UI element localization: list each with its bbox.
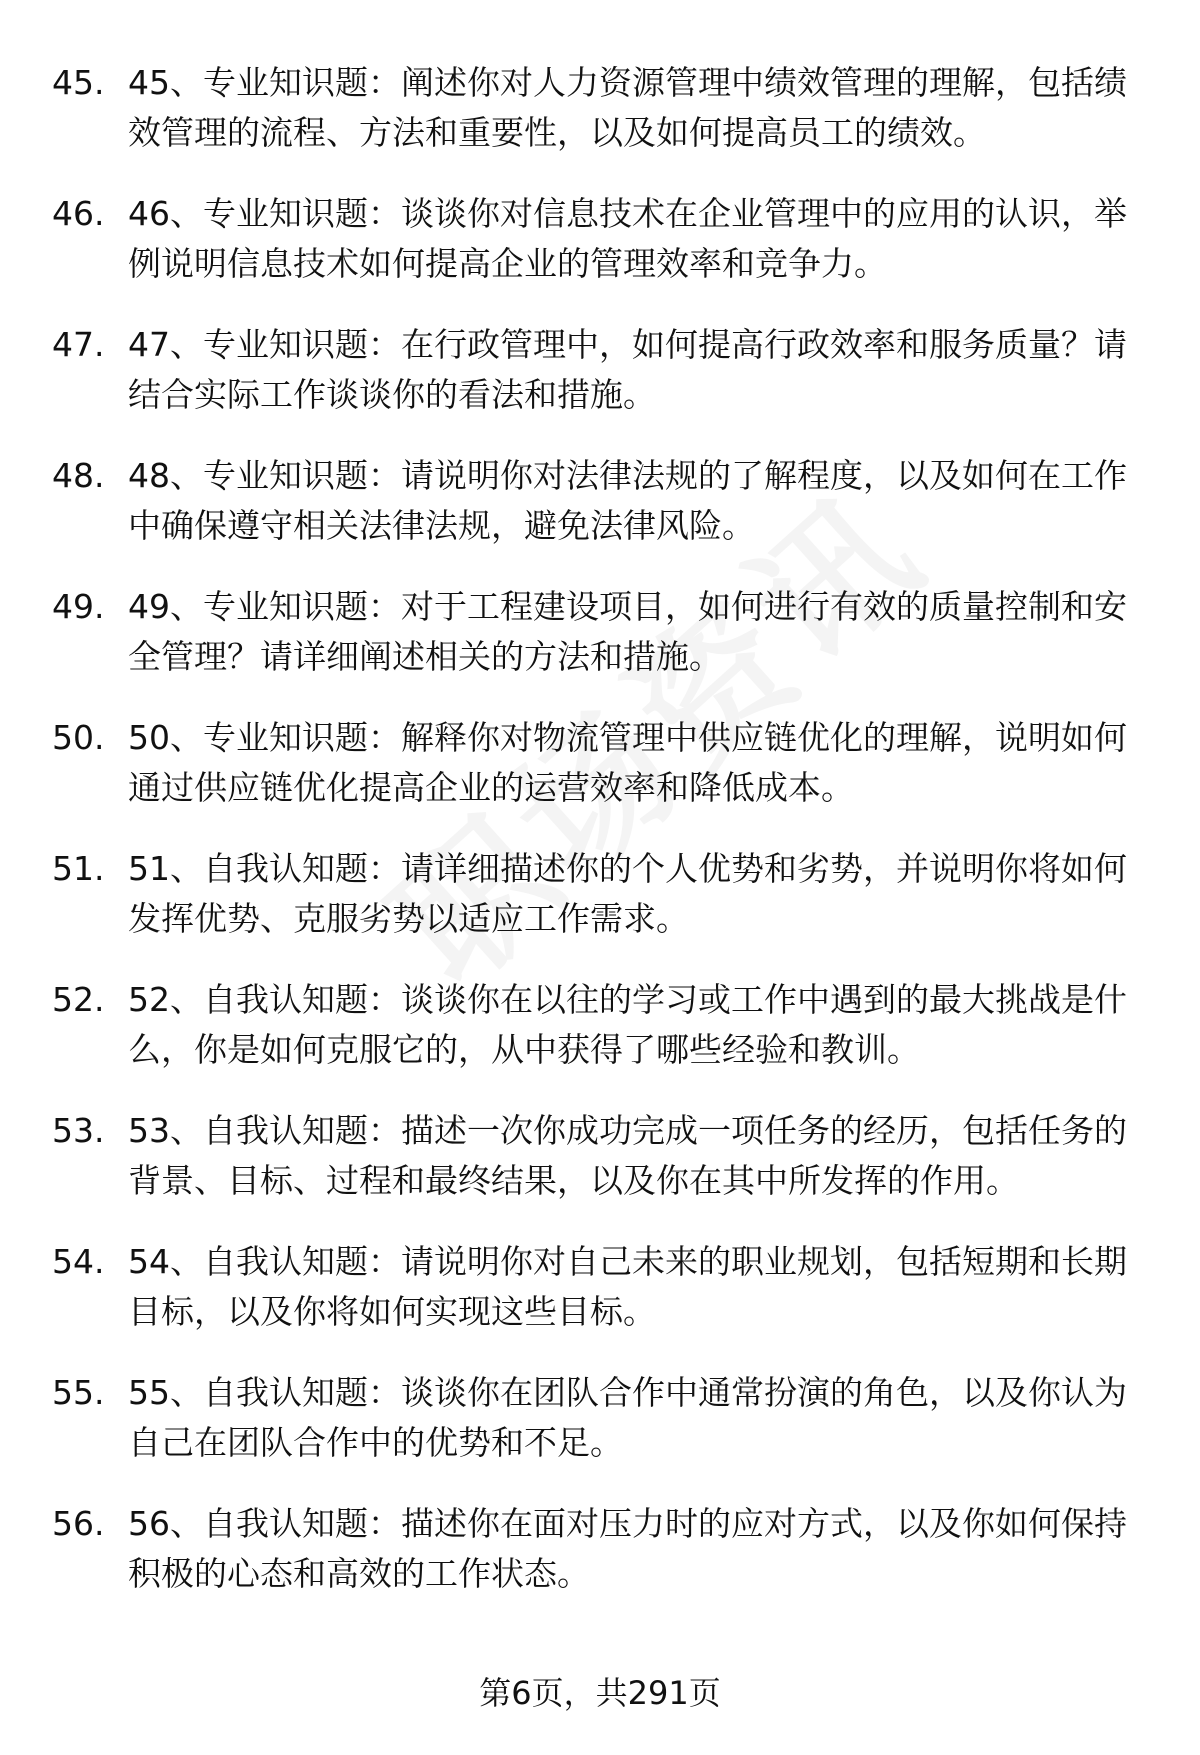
question-item-50 xyxy=(0,713,1200,813)
question-text: 54、自我认知题：请说明你对自己未来的职业规划，包括短期和长期目标，以及你将如何实现这些目标。 xyxy=(128,1242,1127,1331)
question-number: 51. xyxy=(52,849,105,888)
question-text: 56、自我认知题：描述你在面对压力时的应对方式，以及你如何保持积极的心态和高效的工作状态。 xyxy=(128,1504,1127,1593)
question-text: 55、自我认知题：谈谈你在团队合作中通常扮演的角色，以及你认为自己在团队合作中的优势和不足。 xyxy=(128,1373,1127,1462)
question-item-47 xyxy=(0,320,1200,420)
question-number: 47. xyxy=(52,325,105,364)
question-item-53 xyxy=(0,1106,1200,1206)
question-item-46 xyxy=(0,189,1200,289)
question-text: 47、专业知识题：在行政管理中，如何提高行政效率和服务质量？请结合实际工作谈谈你的看法和措施。 xyxy=(128,325,1127,414)
question-text: 52、自我认知题：谈谈你在以往的学习或工作中遇到的最大挑战是什么，你是如何克服它的，从中获得了哪些经验和教训。 xyxy=(128,980,1127,1069)
question-number: 55. xyxy=(52,1373,105,1412)
question-number: 52. xyxy=(52,980,105,1019)
question-number: 56. xyxy=(52,1504,105,1543)
question-text: 51、自我认知题：请详细描述你的个人优势和劣势，并说明你将如何发挥优势、克服劣势以适应工作需求。 xyxy=(128,849,1127,938)
question-item-52 xyxy=(0,975,1200,1075)
question-number: 48. xyxy=(52,456,105,495)
question-number: 54. xyxy=(52,1242,105,1281)
page-number-label: 第6页，共291页 xyxy=(479,1674,721,1712)
question-item-55 xyxy=(0,1368,1200,1468)
question-text: 50、专业知识题：解释你对物流管理中供应链优化的理解，说明如何通过供应链优化提高企业的运营效率和降低成本。 xyxy=(128,718,1127,807)
question-item-48 xyxy=(0,451,1200,551)
question-number: 53. xyxy=(52,1111,105,1150)
question-number: 50. xyxy=(52,718,105,757)
question-text: 53、自我认知题：描述一次你成功完成一项任务的经历，包括任务的背景、目标、过程和最终结果，以及你在其中所发挥的作用。 xyxy=(128,1111,1127,1200)
question-item-49 xyxy=(0,582,1200,682)
question-text: 46、专业知识题：谈谈你对信息技术在企业管理中的应用的认识，举例说明信息技术如何提高企业的管理效率和竞争力。 xyxy=(128,194,1127,283)
question-item-54 xyxy=(0,1237,1200,1337)
question-list xyxy=(0,58,1200,1630)
page-footer xyxy=(0,1668,1200,1718)
question-item-45 xyxy=(0,58,1200,158)
question-item-56 xyxy=(0,1499,1200,1599)
question-number: 46. xyxy=(52,194,105,233)
question-text: 45、专业知识题：阐述你对人力资源管理中绩效管理的理解，包括绩效管理的流程、方法和重要性，以及如何提高员工的绩效。 xyxy=(128,63,1127,152)
question-text: 48、专业知识题：请说明你对法律法规的了解程度，以及如何在工作中确保遵守相关法律法规，避免法律风险。 xyxy=(128,456,1127,545)
question-number: 45. xyxy=(52,63,105,102)
question-item-51 xyxy=(0,844,1200,944)
question-text: 49、专业知识题：对于工程建设项目，如何进行有效的质量控制和安全管理？请详细阐述相关的方法和措施。 xyxy=(128,587,1127,676)
question-number: 49. xyxy=(52,587,105,626)
